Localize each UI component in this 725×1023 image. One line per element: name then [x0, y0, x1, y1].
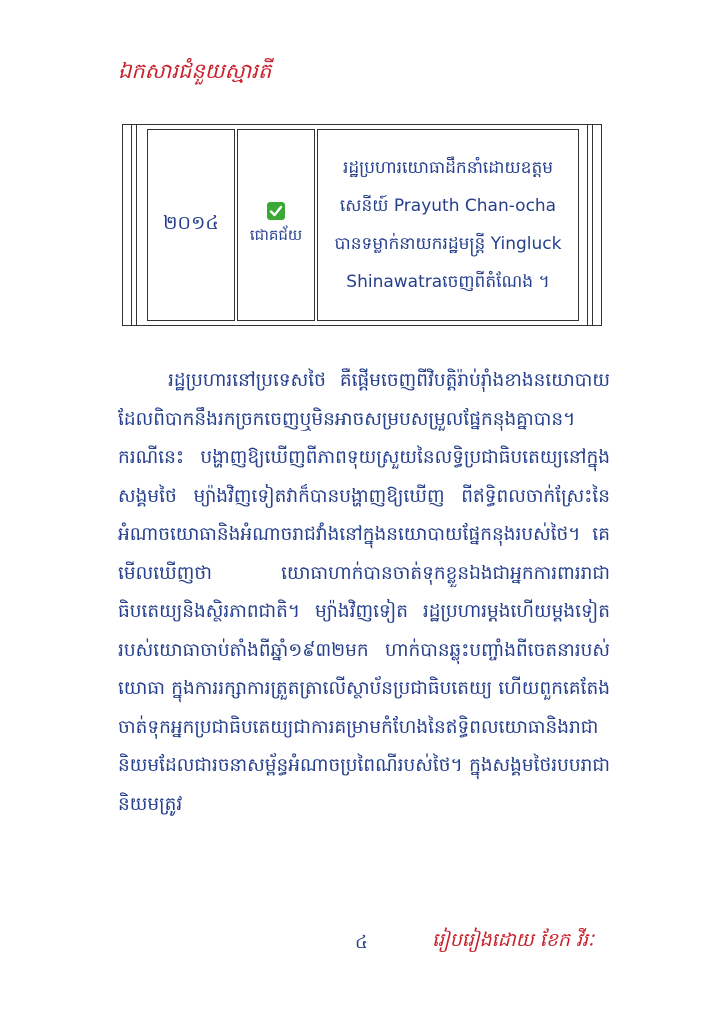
- status-label: ជោគជ័យ: [249, 226, 303, 244]
- page-number: ៤: [355, 932, 368, 953]
- author-credit: រៀបរៀងដោយ ខែក វីរៈ: [432, 929, 594, 951]
- body-text: [118, 362, 610, 824]
- body-paragraph: រដ្ឋប្រហារនៅប្រទេសថៃ គឺផ្ដើមចេញពីវិបត្តិរ៉ាប់រ៉ាំងខាងនយោបាយ ដែលពិបាកនឹងរកច្រកចេញឬមិនអាចសម្របសម្រួលផ្នែកនុងគ្នាបាន។ ករណីនេះ បង្ហាញឱ្យឃើញពីភាពទុយស្រួយនៃលទ្ធិប្រជាធិបតេយ្យនៅក្នុងសង្គមថៃ ម្យ៉ាងវិញទៀតវាក៏បានបង្ហាញឱ្យឃើញ ពីឥទ្ធិពលចាក់ស្រែះនៃអំណាចយោធានិងអំណាចរាជវាំងនៅក្នុងនយោបាយផ្នែកនុងរបស់ថៃ។ គេមើលឃើញថា យោធាហាក់បានចាត់ទុកខ្លួនឯងជាអ្នកការពាររាជាធិបតេយ្យនិងស្ថិរភាពជាតិ។ ម្យ៉ាងវិញទៀត រដ្ឋប្រហារម្ដងហើយម្ដងទៀតរបស់យោធាចាប់តាំងពីឆ្នាំ១៩៣២មក ហាក់បានឆ្លុះបញ្ចាំងពីចេតនារបស់យោធា ក្នុងការរក្សាការត្រួតត្រាលើស្ថាប័នប្រជាធិបតេយ្យ ហើយពួកគេតែងចាត់ទុកអ្នកប្រជាធិបតេយ្យជាការគម្រាមកំហែងនៃឥទ្ធិពលយោធានិងរាជានិយមដែលជារចនាសម្ព័ន្ធអំណាចប្រពៃណីរបស់ថៃ។ ក្នុងសង្គមថៃរបបរាជានិយមត្រូវ: [118, 370, 610, 815]
- check-icon: [267, 202, 285, 220]
- description-cell: [317, 129, 579, 321]
- document-header: ឯកសារជំនួយស្មារតី: [118, 59, 272, 83]
- event-table: [122, 124, 602, 326]
- table-right-edge: [587, 125, 593, 325]
- status-cell: [237, 129, 315, 321]
- year-text: ២០១៤: [163, 212, 219, 234]
- description-text: រដ្ឋប្រហារយោធាដឹកនាំដោយឧត្តមសេនីយ៍ Prayuth Chan-ocha បានទម្លាក់នាយករដ្ឋមន្ត្រី Yingluck Shinawatraចេញពីតំណែង ។: [334, 158, 562, 292]
- table-left-edge: [131, 125, 137, 325]
- year-cell: [147, 129, 235, 321]
